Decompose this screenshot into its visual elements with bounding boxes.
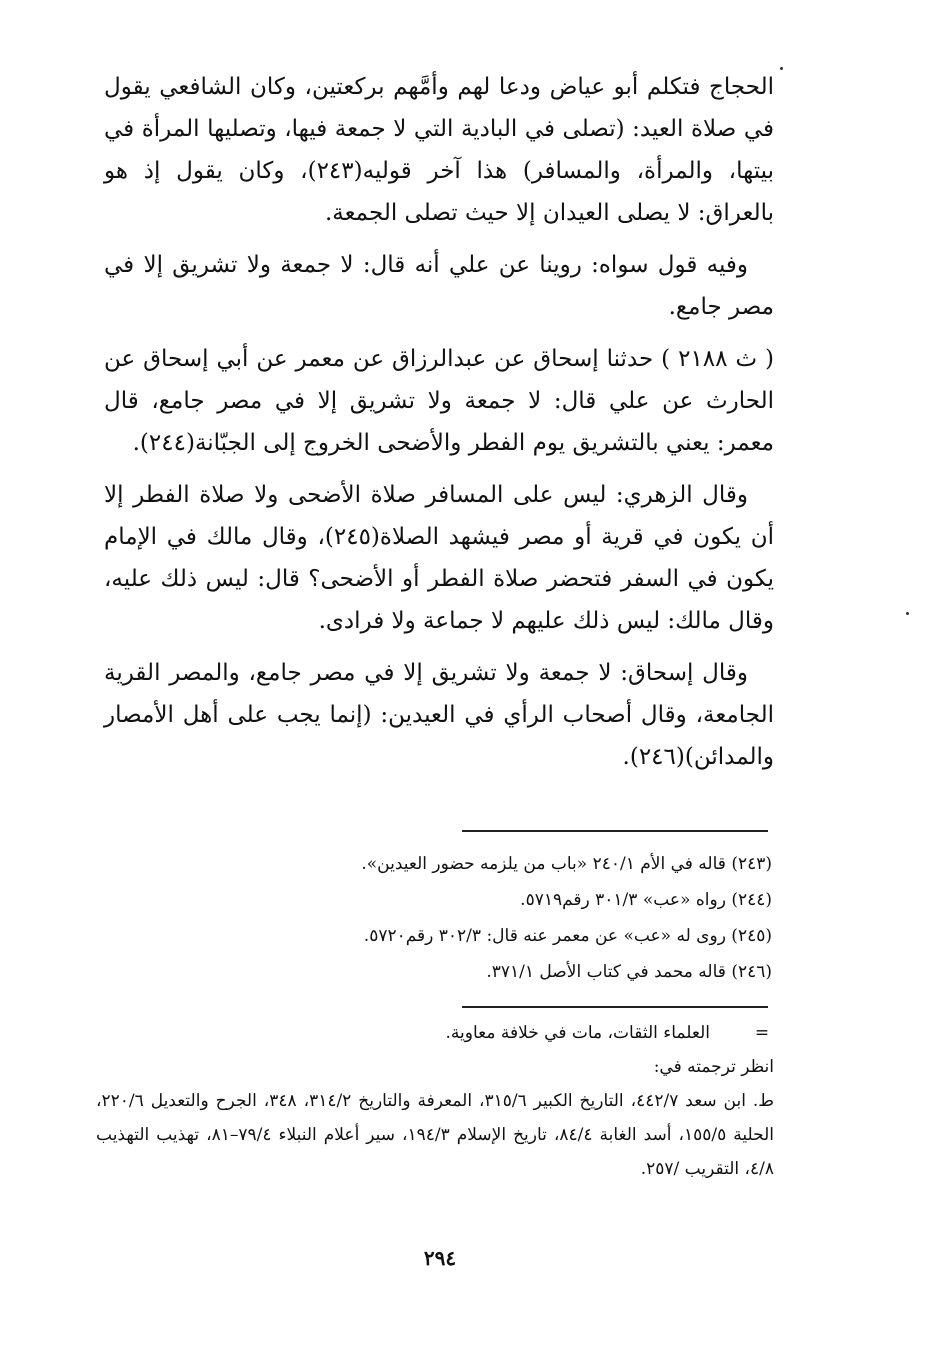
body-paragraph: وقال الزهري: ليس على المسافر صلاة الأضحى ولا صلاة الفطر إلا أن يكون في قرية أو مصر فيشهد الصلاة(٢٤٥)، وقال مالك في الإمام يكون في السفر فتحضر صلاة الفطر أو الأضحى؟ قال: ليس ذلك عليه، وقال مالك: ليس ذلك عليهم لا جماعة ولا فرادى. — [104, 482, 775, 634]
continued-footnote — [96, 1016, 774, 1186]
footnote-item: (٢٤٣) قاله في الأم ٢٤٠/١ «باب من يلزمه حضور العيدين». — [361, 854, 772, 874]
footnote-item: (٢٤٥) روى له «عب» عن معمر عنه قال: ٣٠٢/٣ رقم٥٧٢٠. — [363, 926, 772, 946]
body-paragraph: ( ث ٢١٨٨ ) حدثنا إسحاق عن عبدالرزاق عن معمر عن أبي إسحاق عن الحارث عن علي قال: لا جمعة ولا تشريق إلا في مصر جامع، قال معمر: يعني بالتشريق يوم الفطر والأضحى الخروج إلى الجبّانة(٢٤٤). — [104, 346, 775, 456]
continued-references: ط. ابن سعد ٤٤٢/٧، التاريخ الكبير ٣١٥/٦، المعرفة والتاريخ ٣١٤/٢، ٣٤٨، الجرح والتعديل ٢٢٠/٦، الحلية ١٥٥/٥، أسد الغابة ٨٤/٤، تاريخ الإسلام ١٩٤/٣، سير أعلام النبلاء ٧٩/٤–٨١، تهذيب التهذيب ٤/٨، التقريب /٢٥٧. — [96, 1091, 775, 1179]
page-number: ٢٩٤ — [423, 1246, 457, 1270]
continued-second-line: انظر ترجمته في: — [653, 1057, 774, 1077]
body-paragraph: الحجاج فتكلم أبو عياض ودعا لهم وأمَّهم بركعتين، وكان الشافعي يقول في صلاة العيد: (تصلى في البادية التي لا جمعة فيها، وتصليها المرأة في بيتها، والمرأة، والمسافر) هذا آخر قوليه(٢٤٣)، وكان يقول إذ هو بالعراق: لا يصلى العيدان إلا حيث تصلى الجمعة. — [104, 74, 774, 226]
continued-first-line — [96, 1016, 774, 1050]
continuation-marker: = — [754, 1023, 770, 1043]
body-paragraph: وقال إسحاق: لا جمعة ولا تشريق إلا في مصر جامع، والمصر القرية الجامعة، وقال أصحاب الرأي في العيدين: (إنما يجب على أهل الأمصار والمدائن)(٢٤٦). — [104, 660, 774, 770]
scan-speck — [906, 612, 909, 615]
continuation-separator — [462, 1006, 768, 1008]
footnotes — [200, 846, 772, 990]
scan-speck — [780, 67, 783, 70]
footnote-item: (٢٤٦) قاله محمد في كتاب الأصل ٣٧١/١. — [486, 962, 772, 982]
footnote-separator — [462, 830, 768, 832]
footnote-item: (٢٤٤) رواه «عب» ٣٠١/٣ رقم٥٧١٩. — [520, 890, 772, 910]
continued-text: العلماء الثقات، مات في خلافة معاوية. — [445, 1023, 710, 1043]
main-body-text — [104, 66, 774, 788]
body-paragraph: وفيه قول سواه: روينا عن علي أنه قال: لا جمعة ولا تشريق إلا في مصر جامع. — [104, 252, 774, 320]
